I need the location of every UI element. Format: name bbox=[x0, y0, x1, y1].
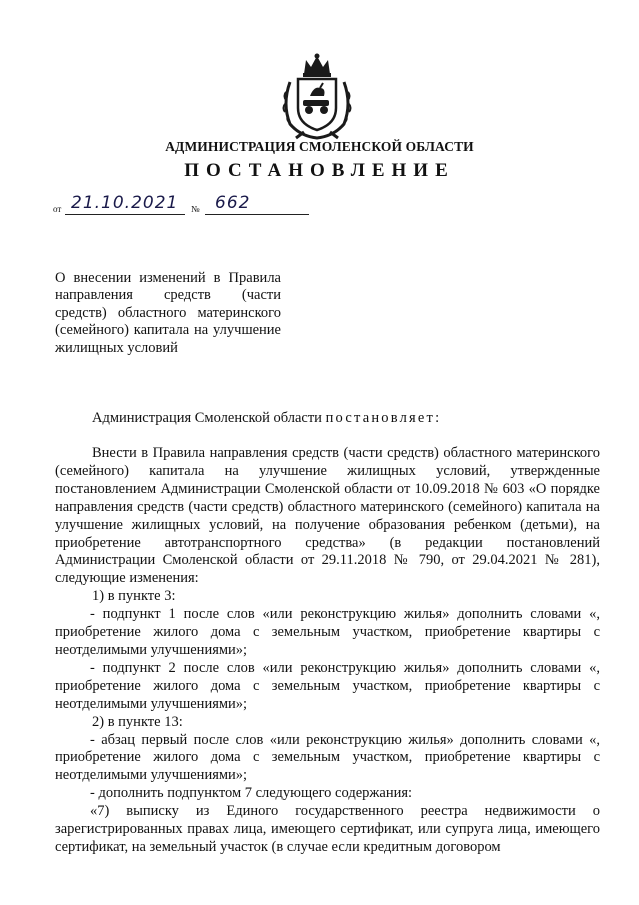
body-paragraph: Внести в Правила направления средств (части средств) областного материнского (семейного) капитала на улучшение жилищных условий, утвержденные постановлением Администрации Смоленской области от 10.09.2018 № 603 «О порядке направления средств (части средств) областного материнского (семейного) капитала на улучшение жилищных условий, на получение образования ребенком (детьми), на приобретение автотранспортного средства» (в редакции постановлений Администрации Смоленской области от 29.11.2018 № 790, от 29.04.2021 № 281), следующие изменения: bbox=[55, 445, 600, 587]
document-subject: О внесении изменений в Правила направления средств (части средств) областного материнского (семейного) капитала на улучшение жилищных условий bbox=[55, 270, 281, 356]
organization-name: АДМИНИСТРАЦИЯ СМОЛЕНСКОЙ ОБЛАСТИ bbox=[165, 139, 474, 154]
body-paragraph: - дополнить подпунктом 7 следующего содержания: bbox=[90, 785, 413, 802]
date-value: 21.10.2021 bbox=[71, 193, 179, 213]
body-paragraph: - абзац первый после слов «или реконструкцию жилья» дополнить словами «, приобретение жилого дома с земельным участком, приобретение квартиры с неотделимыми улучшениями»; bbox=[55, 731, 600, 784]
date-label: от bbox=[53, 204, 62, 214]
body-paragraph: 2) в пункте 13: bbox=[92, 713, 183, 730]
registration-line bbox=[53, 193, 313, 219]
document-type: ПОСТАНОВЛЕНИЕ bbox=[184, 160, 455, 181]
body-paragraph: - подпункт 1 после слов «или реконструкцию жилья» дополнить словами «, приобретение жилого дома с земельным участком, приобретение квартиры с неотделимыми улучшениями»; bbox=[55, 606, 600, 658]
number-underline bbox=[205, 214, 309, 215]
preamble bbox=[92, 410, 441, 427]
body-paragraph: 1) в пункте 3: bbox=[92, 588, 176, 605]
number-value: 662 bbox=[215, 193, 251, 213]
body-paragraph: «7) выписку из Единого государственного реестра недвижимости о зарегистрированных правах лица, имеющего сертификат, или супруга лица, имеющего сертификат, на земельный участок (в случае если кредитным договором bbox=[55, 803, 600, 855]
body-paragraph: - подпункт 2 после слов «или реконструкцию жилья» дополнить словами «, приобретение жилого дома с земельным участком, приобретение квартиры с неотделимыми улучшениями»; bbox=[55, 659, 600, 712]
number-label: № bbox=[191, 204, 200, 214]
smolensk-coat-of-arms-icon bbox=[276, 52, 358, 140]
document-body bbox=[55, 445, 600, 857]
preamble-verb: постановляет: bbox=[325, 410, 442, 426]
preamble-text: Администрация Смоленской области bbox=[92, 410, 326, 426]
date-underline bbox=[65, 214, 185, 215]
